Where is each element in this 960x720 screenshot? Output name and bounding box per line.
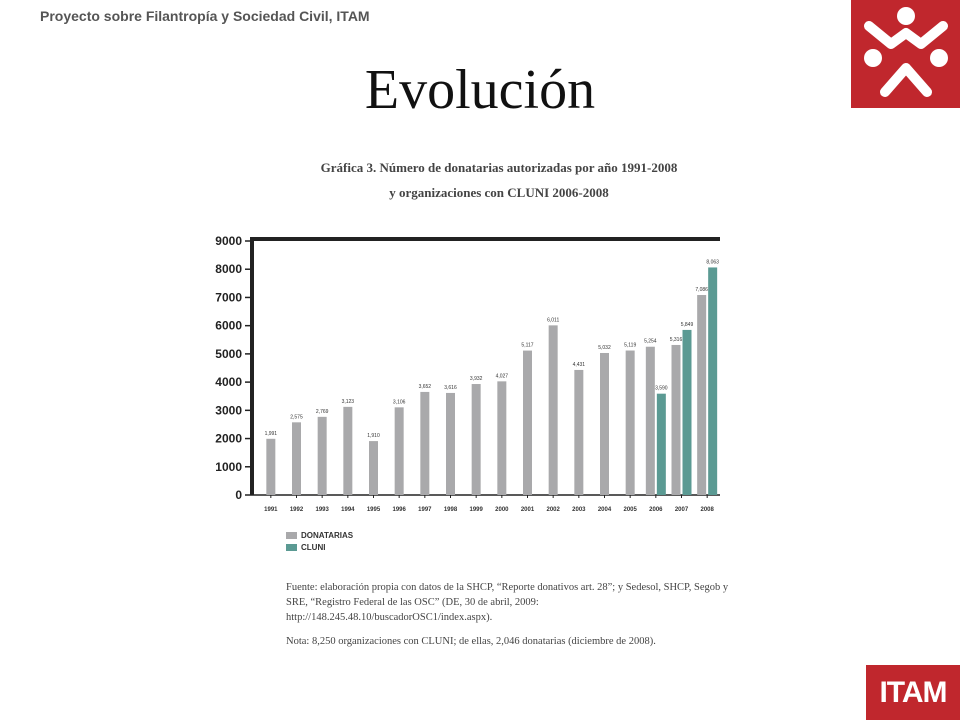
data-label-donatarias: 5,032 xyxy=(598,344,611,351)
data-label-donatarias: 1,910 xyxy=(367,433,380,440)
data-label-cluni: 3,590 xyxy=(655,385,668,392)
bar-cluni xyxy=(683,330,692,495)
x-tick-label: 1998 xyxy=(443,507,458,513)
header-text: Proyecto sobre Filantropía y Sociedad Civil, ITAM xyxy=(40,8,370,24)
bar-donatarias xyxy=(292,422,301,495)
bar-donatarias xyxy=(697,295,706,495)
bar-donatarias xyxy=(446,393,455,495)
legend-donatarias xyxy=(286,531,353,540)
bar-donatarias xyxy=(343,407,352,495)
data-label-donatarias: 4,431 xyxy=(572,361,586,368)
x-tick-label: 1996 xyxy=(392,507,406,513)
data-label-donatarias: 2,575 xyxy=(290,414,303,421)
x-tick-label: 2000 xyxy=(495,507,509,513)
bar-donatarias xyxy=(549,325,558,495)
x-tick-label: 2008 xyxy=(700,507,714,513)
x-tick-label: 1994 xyxy=(341,507,355,513)
legend-label-donatarias: DONATARIAS xyxy=(301,531,354,540)
data-label-donatarias: 4,027 xyxy=(495,373,509,380)
data-label-cluni: 5,849 xyxy=(680,321,694,328)
data-label-donatarias: 6,011 xyxy=(547,317,560,324)
bar-donatarias xyxy=(472,384,481,495)
chart-title-line2: y organizaciones con CLUNI 2006-2008 xyxy=(389,185,609,200)
note-text: Nota: 8,250 organizaciones con CLUNI; de ellas, 2,046 donatarias (diciembre de 2008). xyxy=(286,636,656,647)
data-label-donatarias: 7,086 xyxy=(695,287,708,294)
y-tick-label: 5000 xyxy=(215,346,242,361)
bar-cluni xyxy=(657,394,666,495)
y-tick-label: 3000 xyxy=(215,403,242,418)
data-label-donatarias: 3,652 xyxy=(418,383,432,390)
data-label-donatarias: 5,119 xyxy=(624,342,637,349)
legend-cluni xyxy=(286,543,325,552)
source-text: Fuente: elaboración propia con datos de la SHCP, “Reporte donativos art. 28”; y Sedesol, SHCP, Segob y SRE, “Registro Federal de las OSC” (DE, 30 de abril, 2009: http://148.245.48.10/buscadorOSC1/index.aspx). xyxy=(286,582,729,623)
data-label-donatarias: 3,616 xyxy=(444,384,457,391)
bar-donatarias xyxy=(600,353,609,495)
x-tick-label: 1999 xyxy=(469,507,483,513)
x-tick-label: 2005 xyxy=(623,507,637,513)
bar-donatarias xyxy=(369,441,378,495)
x-tick-label: 2007 xyxy=(674,507,689,513)
x-tick-label: 1992 xyxy=(289,507,304,513)
y-tick-label: 4000 xyxy=(215,375,242,390)
data-label-donatarias: 3,106 xyxy=(392,399,406,406)
y-tick-label: 6000 xyxy=(215,318,242,333)
x-tick-label: 2004 xyxy=(597,507,612,513)
x-tick-label: 1993 xyxy=(315,507,329,513)
bar-donatarias xyxy=(672,345,681,495)
bar-donatarias xyxy=(420,392,429,495)
slide-title: Evolución xyxy=(364,59,596,121)
legend-swatch-donatarias xyxy=(286,532,297,539)
x-tick-label: 1991 xyxy=(264,507,278,513)
x-tick-label: 2001 xyxy=(520,507,535,513)
bar-donatarias xyxy=(626,351,635,495)
data-label-cluni: 8,063 xyxy=(706,259,719,266)
data-label-donatarias: 2,769 xyxy=(315,408,329,415)
bar-chart xyxy=(200,225,740,520)
data-label-donatarias: 5,316 xyxy=(669,336,683,343)
data-label-donatarias: 3,123 xyxy=(341,398,355,405)
bar-donatarias xyxy=(318,417,327,495)
itam-logo: ITAM xyxy=(866,665,960,720)
bar-donatarias xyxy=(523,351,532,495)
legend-label-cluni: CLUNI xyxy=(301,543,326,552)
x-tick-label: 1995 xyxy=(366,507,381,513)
bar-donatarias xyxy=(395,407,404,495)
x-tick-label: 1997 xyxy=(418,507,432,513)
x-tick-label: 2003 xyxy=(572,507,586,513)
y-tick-label: 8000 xyxy=(215,262,242,277)
x-tick-label: 2006 xyxy=(649,507,663,513)
bar-donatarias xyxy=(646,347,655,495)
data-label-donatarias: 3,932 xyxy=(469,376,483,383)
y-tick-label: 7000 xyxy=(215,290,242,305)
data-label-donatarias: 1,991 xyxy=(264,430,278,437)
x-tick-label: 2002 xyxy=(546,507,560,513)
data-label-donatarias: 5,117 xyxy=(521,342,534,349)
y-tick-label: 9000 xyxy=(215,234,242,248)
y-tick-label: 1000 xyxy=(215,459,242,474)
legend-swatch-cluni xyxy=(286,544,297,551)
chart-title-line1: Gráfica 3. Número de donatarias autorizadas por año 1991-2008 xyxy=(320,160,678,175)
y-tick-label: 2000 xyxy=(215,431,242,446)
bar-donatarias xyxy=(266,439,275,495)
bar-donatarias xyxy=(497,381,506,495)
bar-donatarias xyxy=(574,370,583,495)
y-tick-label: 0 xyxy=(235,488,242,502)
bar-cluni xyxy=(708,267,717,495)
data-label-donatarias: 5,254 xyxy=(644,338,657,345)
